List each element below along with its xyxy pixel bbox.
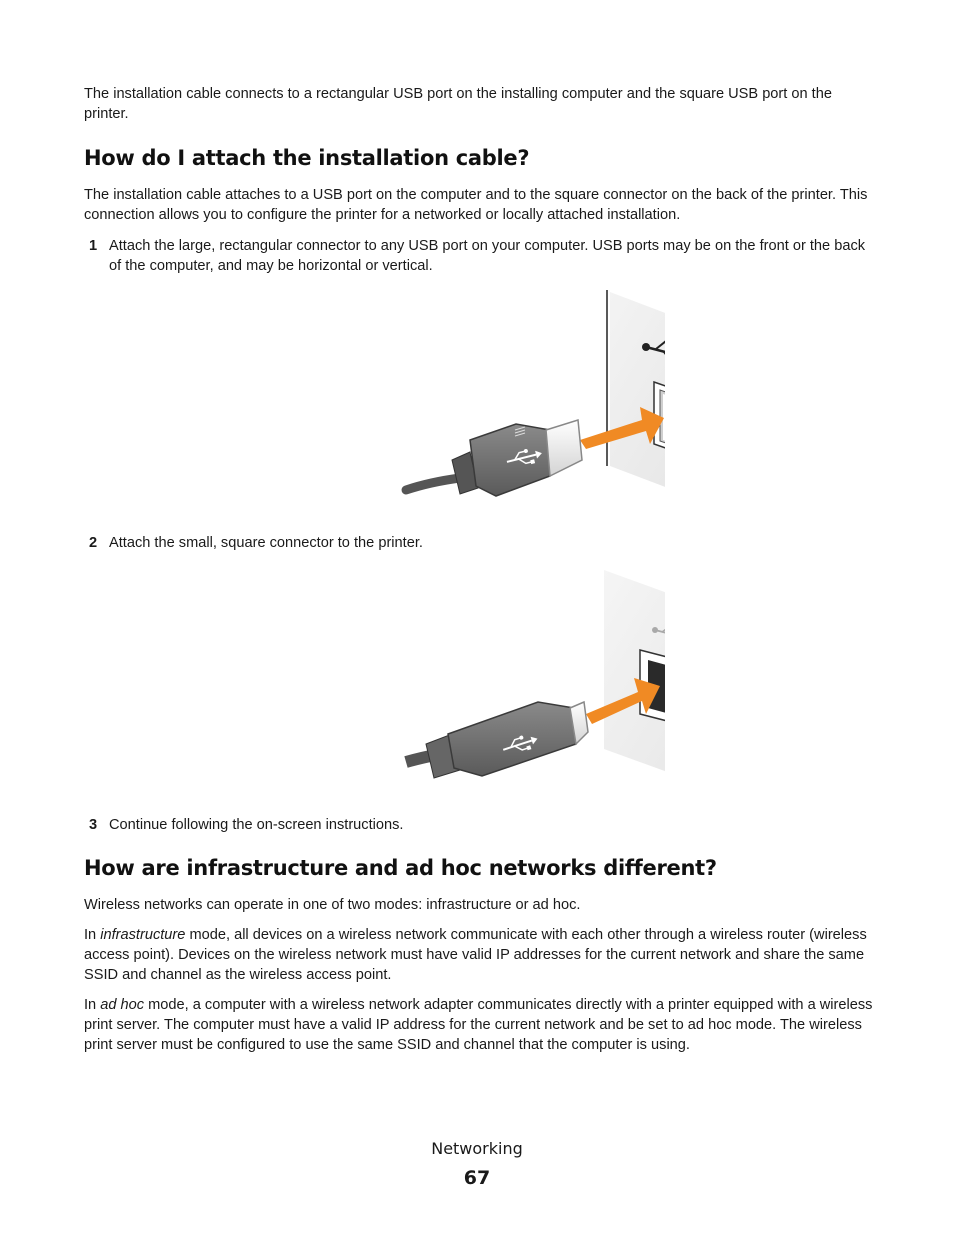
- infrastructure-term: infrastructure: [100, 927, 186, 943]
- text-prefix: In: [84, 997, 101, 1013]
- footer-section-name: Networking: [431, 1139, 523, 1158]
- section-heading-attach-cable: How do I attach the installation cable?: [84, 146, 530, 170]
- page-number: 67: [463, 1167, 491, 1189]
- network-modes-paragraph: Wireless networks can operate in one of two modes: infrastructure or ad hoc.: [84, 897, 581, 913]
- step-3: [84, 815, 874, 835]
- section-heading-network-modes: How are infrastructure and ad hoc networks different?: [84, 856, 717, 880]
- step-text: Attach the small, square connector to the printer.: [109, 535, 423, 551]
- step-text: Attach the large, rectangular connector to any USB port on your computer. USB ports may be on the front or the back of the computer, and may be horizontal or vertical.: [109, 238, 866, 274]
- intro-paragraph: The installation cable connects to a rectangular USB port on the installing computer and the square USB port on the printer.: [84, 86, 832, 122]
- adhoc-term: ad hoc: [100, 997, 145, 1013]
- adhoc-paragraph: [84, 995, 874, 1055]
- usb-a-connection-illustration: [320, 290, 665, 518]
- step-number: 1: [89, 238, 98, 254]
- step-number: 3: [89, 817, 98, 833]
- step-2: [84, 533, 874, 553]
- text-body: mode, a computer with a wireless network adapter communicates directly with a printer equipped with a wireless print server. The computer must have a valid IP address for the current network and be set to ad hoc mode. The wireless print server must be configured to use the same SSID and channel that the computer is using.: [84, 997, 873, 1053]
- step-text: Continue following the on-screen instructions.: [109, 817, 404, 833]
- text-body: mode, all devices on a wireless network communicate with each other through a wireless router (wireless access point). Devices on the wireless network must have valid IP addresses for the current network and share the same SSID and channel as the wireless access point.: [84, 927, 867, 983]
- attach-cable-paragraph: The installation cable attaches to a USB port on the computer and to the square connector on the back of the printer. This connection allows you to configure the printer for a networked or locally attached installation.: [84, 187, 868, 223]
- text-prefix: In: [84, 927, 101, 943]
- usb-b-connection-illustration: [320, 568, 665, 800]
- infrastructure-paragraph: [84, 925, 874, 985]
- step-1: [84, 236, 874, 276]
- step-number: 2: [89, 535, 98, 551]
